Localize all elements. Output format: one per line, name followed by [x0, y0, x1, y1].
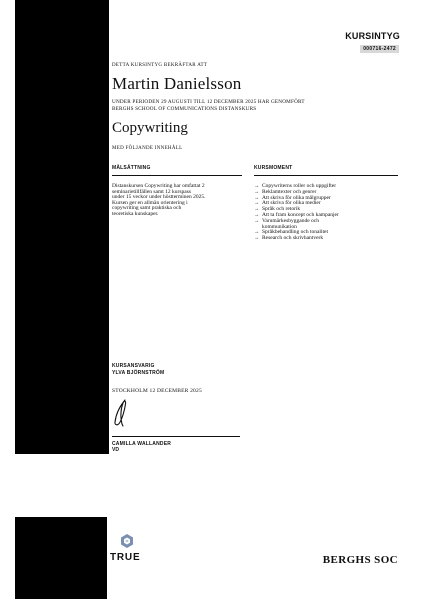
- arrow-right-icon: →: [254, 211, 260, 218]
- course-item-label: Varumärkesbyggande och: [262, 217, 319, 224]
- arrow-right-icon: →: [254, 217, 260, 224]
- course-item-label: Research och skrivhantverk: [262, 235, 324, 242]
- period-text: [112, 99, 372, 112]
- signer-title: VD: [112, 447, 119, 453]
- responsible-name: YLVA BJÖRNSTRÖM: [112, 370, 165, 376]
- hexagon-logo-icon: [119, 533, 135, 549]
- period-line: BERGHS SCHOOL OF COMMUNICATIONS DISTANSKURS: [112, 105, 257, 112]
- goals-line: Kursen ger en allmän orientering i: [112, 199, 188, 206]
- certificate-id: 000716-2472: [360, 45, 399, 53]
- signature-icon: [112, 398, 132, 428]
- goals-line: copywriting samt praktiska och: [112, 205, 182, 212]
- course-item-label: Att skriva för olika medier: [262, 200, 321, 207]
- period-line: UNDER PERIODEN 29 AUGUSTI TILL 12 DECEMBER 2025 HAR GENOMFÖRT: [112, 99, 305, 105]
- course-item-label: kommunikation: [262, 223, 297, 230]
- certificate-title: KURSINTYG: [345, 31, 400, 41]
- goals-line: seminarietillfällen samt 12 kurspass: [112, 188, 191, 195]
- course-item-label: Språk och retorik: [262, 206, 301, 213]
- goals-line: under 15 veckor under höstterminen 2025.: [112, 194, 206, 201]
- student-name: Martin Danielsson: [112, 74, 242, 93]
- arrow-right-icon: →: [254, 194, 260, 201]
- arrow-right-icon: →: [254, 235, 260, 242]
- content-label: MED FÖLJANDE INNEHÅLL: [112, 146, 183, 151]
- arrow-right-icon: →: [254, 183, 260, 189]
- course-item-label: Att ta fram koncept och kampanjer: [262, 211, 339, 218]
- course-item-label: Att skriva för olika målgrupper: [262, 194, 331, 201]
- confirm-text: DETTA KURSINTYG BEKRÄFTAR ATT: [112, 63, 208, 68]
- goals-description: [112, 184, 244, 218]
- goals-heading: MÅLSÄTTNING: [112, 165, 242, 176]
- course-items-heading: KURSMOMENT: [254, 165, 398, 176]
- signature-line: [112, 436, 240, 437]
- course-item-label: Språkbehandling och tonalitet: [262, 229, 328, 236]
- signer-name: CAMILLA WALLANDER: [112, 441, 172, 447]
- course-item: [254, 236, 402, 242]
- decorative-black-bar-top: [15, 0, 109, 454]
- course-items-list: [254, 184, 402, 242]
- true-logo-text: TRUE: [110, 552, 141, 563]
- arrow-right-icon: →: [254, 188, 260, 195]
- responsible-label: KURSANSVARIG: [112, 363, 155, 369]
- berghs-logo-text: BERGHS SOC: [322, 554, 398, 566]
- course-item-label: Reklamtexter och genrer: [262, 188, 317, 195]
- arrow-right-icon: →: [254, 206, 260, 213]
- arrow-right-icon: →: [254, 200, 260, 207]
- course-name: Copywriting: [112, 120, 188, 136]
- course-item-label: Copywriterns roller och uppgifter: [262, 183, 337, 189]
- goals-line: Distanskursen Copywriting har omfattat 2: [112, 183, 205, 189]
- goals-line: teoretiska kunskaper.: [112, 210, 159, 217]
- decorative-black-bar-bottom: [15, 517, 107, 599]
- place-date: STOCKHOLM 12 DECEMBER 2025: [112, 388, 202, 394]
- arrow-right-icon: →: [254, 229, 260, 236]
